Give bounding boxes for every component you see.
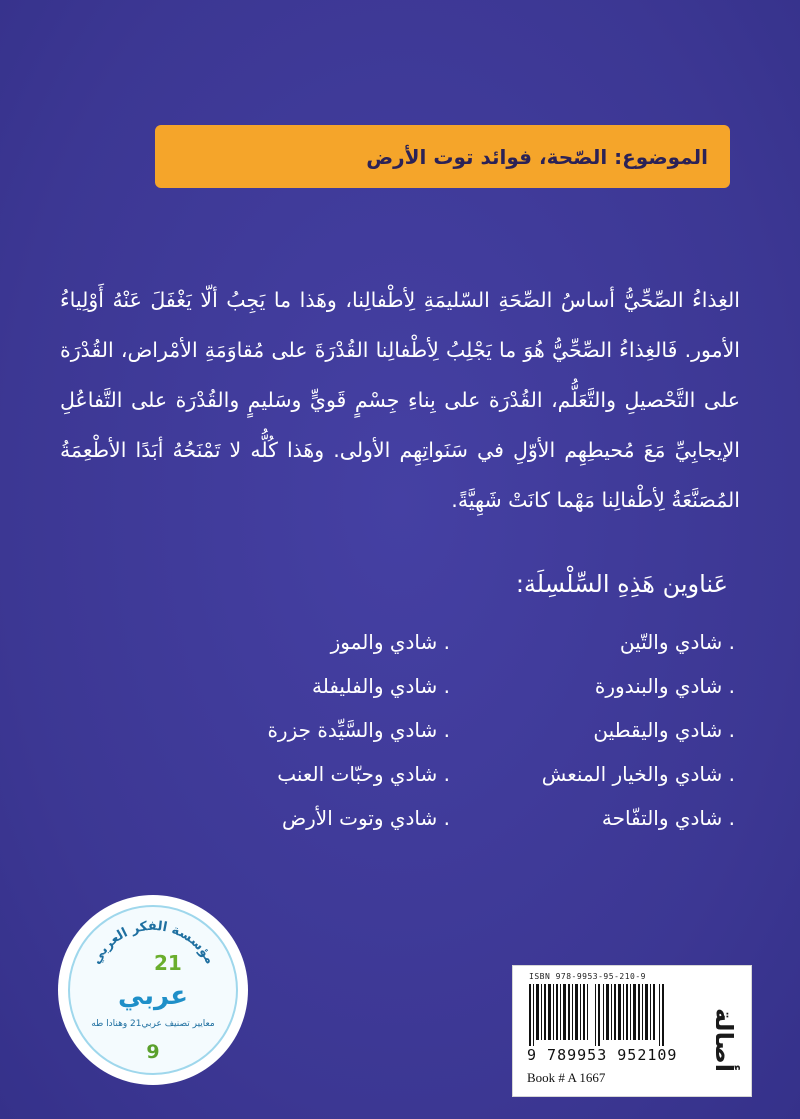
- series-title-item: . شادي والخيار المنعش: [541, 762, 735, 786]
- badge-subtitle: معايير تصنيف عربي21 وهنادا طه: [91, 1019, 215, 1029]
- series-title-item: . شادي وتوت الأرض: [281, 806, 450, 830]
- series-title-item: . شادي وحبّات العنب: [277, 762, 450, 786]
- topic-banner: [155, 125, 730, 188]
- badge-brand: عربي: [117, 981, 188, 1011]
- badge-brand-number: 21: [154, 951, 182, 975]
- barcode-number: 9 789953 952109: [527, 1046, 678, 1064]
- topic-text: الموضوع: الصّحة، فوائد توت الأرض: [366, 144, 708, 169]
- series-titles-list: [205, 630, 735, 850]
- series-heading: عَناوين هَذِهِ السِّلْسِلَة:: [515, 570, 728, 598]
- badge-org-text: مؤسسة الفكر العربي: [88, 918, 218, 967]
- publisher-logo: أصالة: [710, 1008, 738, 1072]
- series-title-item: . شادي والسَّيِّدة جزرة: [267, 718, 450, 742]
- series-title-item: . شادي والتّين: [619, 630, 735, 654]
- book-code: Book # A 1667: [527, 1070, 606, 1085]
- isbn-text: ISBN 978-9953-95-210-9: [529, 972, 646, 981]
- arabi21-level-badge: [58, 895, 248, 1085]
- series-title-item: . شادي والموز: [330, 630, 450, 654]
- series-title-item: . شادي والبندورة: [594, 674, 735, 698]
- barcode-icon: [529, 984, 669, 1046]
- description-paragraph: الغِذاءُ الصِّحِّيُّ أساسُ الصِّحَةِ السّليمَةِ لِأطْفالِنا، وهَذا ما يَجِبُ ألّا يَغْفَلَ عَنْهُ أَوْلِياءُ الأمور. فَالغِذاءُ الصِّحِّيُّ هُوَ ما يَجْلِبُ لِأطْفالِنا القُدْرَةَ على مُقاوَمَةِ الأمْراض، القُدْرَة على التَّحْصيلِ والتَّعَلُّم، القُدْرَة على بِناءِ جِسْمٍ قَويٍّ وسَليمٍ والقُدْرَة على التَّفاعُلِ الإيجابِيِّ مَعَ مُحيطِهِم الأوّلِ في سَنَواتِهِم الأولى. وهَذا كُلُّه لا تَمْنَحُهُ أبَدًا الأطْعِمَةُ المُصَنَّعَةُ لِأطْفالِنا مَهْما كانَتْ شَهِيَّةً.: [60, 288, 740, 512]
- badge-level: 9: [146, 1041, 160, 1063]
- series-title-item: . شادي والتفّاحة: [601, 806, 735, 830]
- series-title-item: . شادي واليقطين: [593, 718, 735, 742]
- series-title-item: . شادي والفليفلة: [311, 674, 450, 698]
